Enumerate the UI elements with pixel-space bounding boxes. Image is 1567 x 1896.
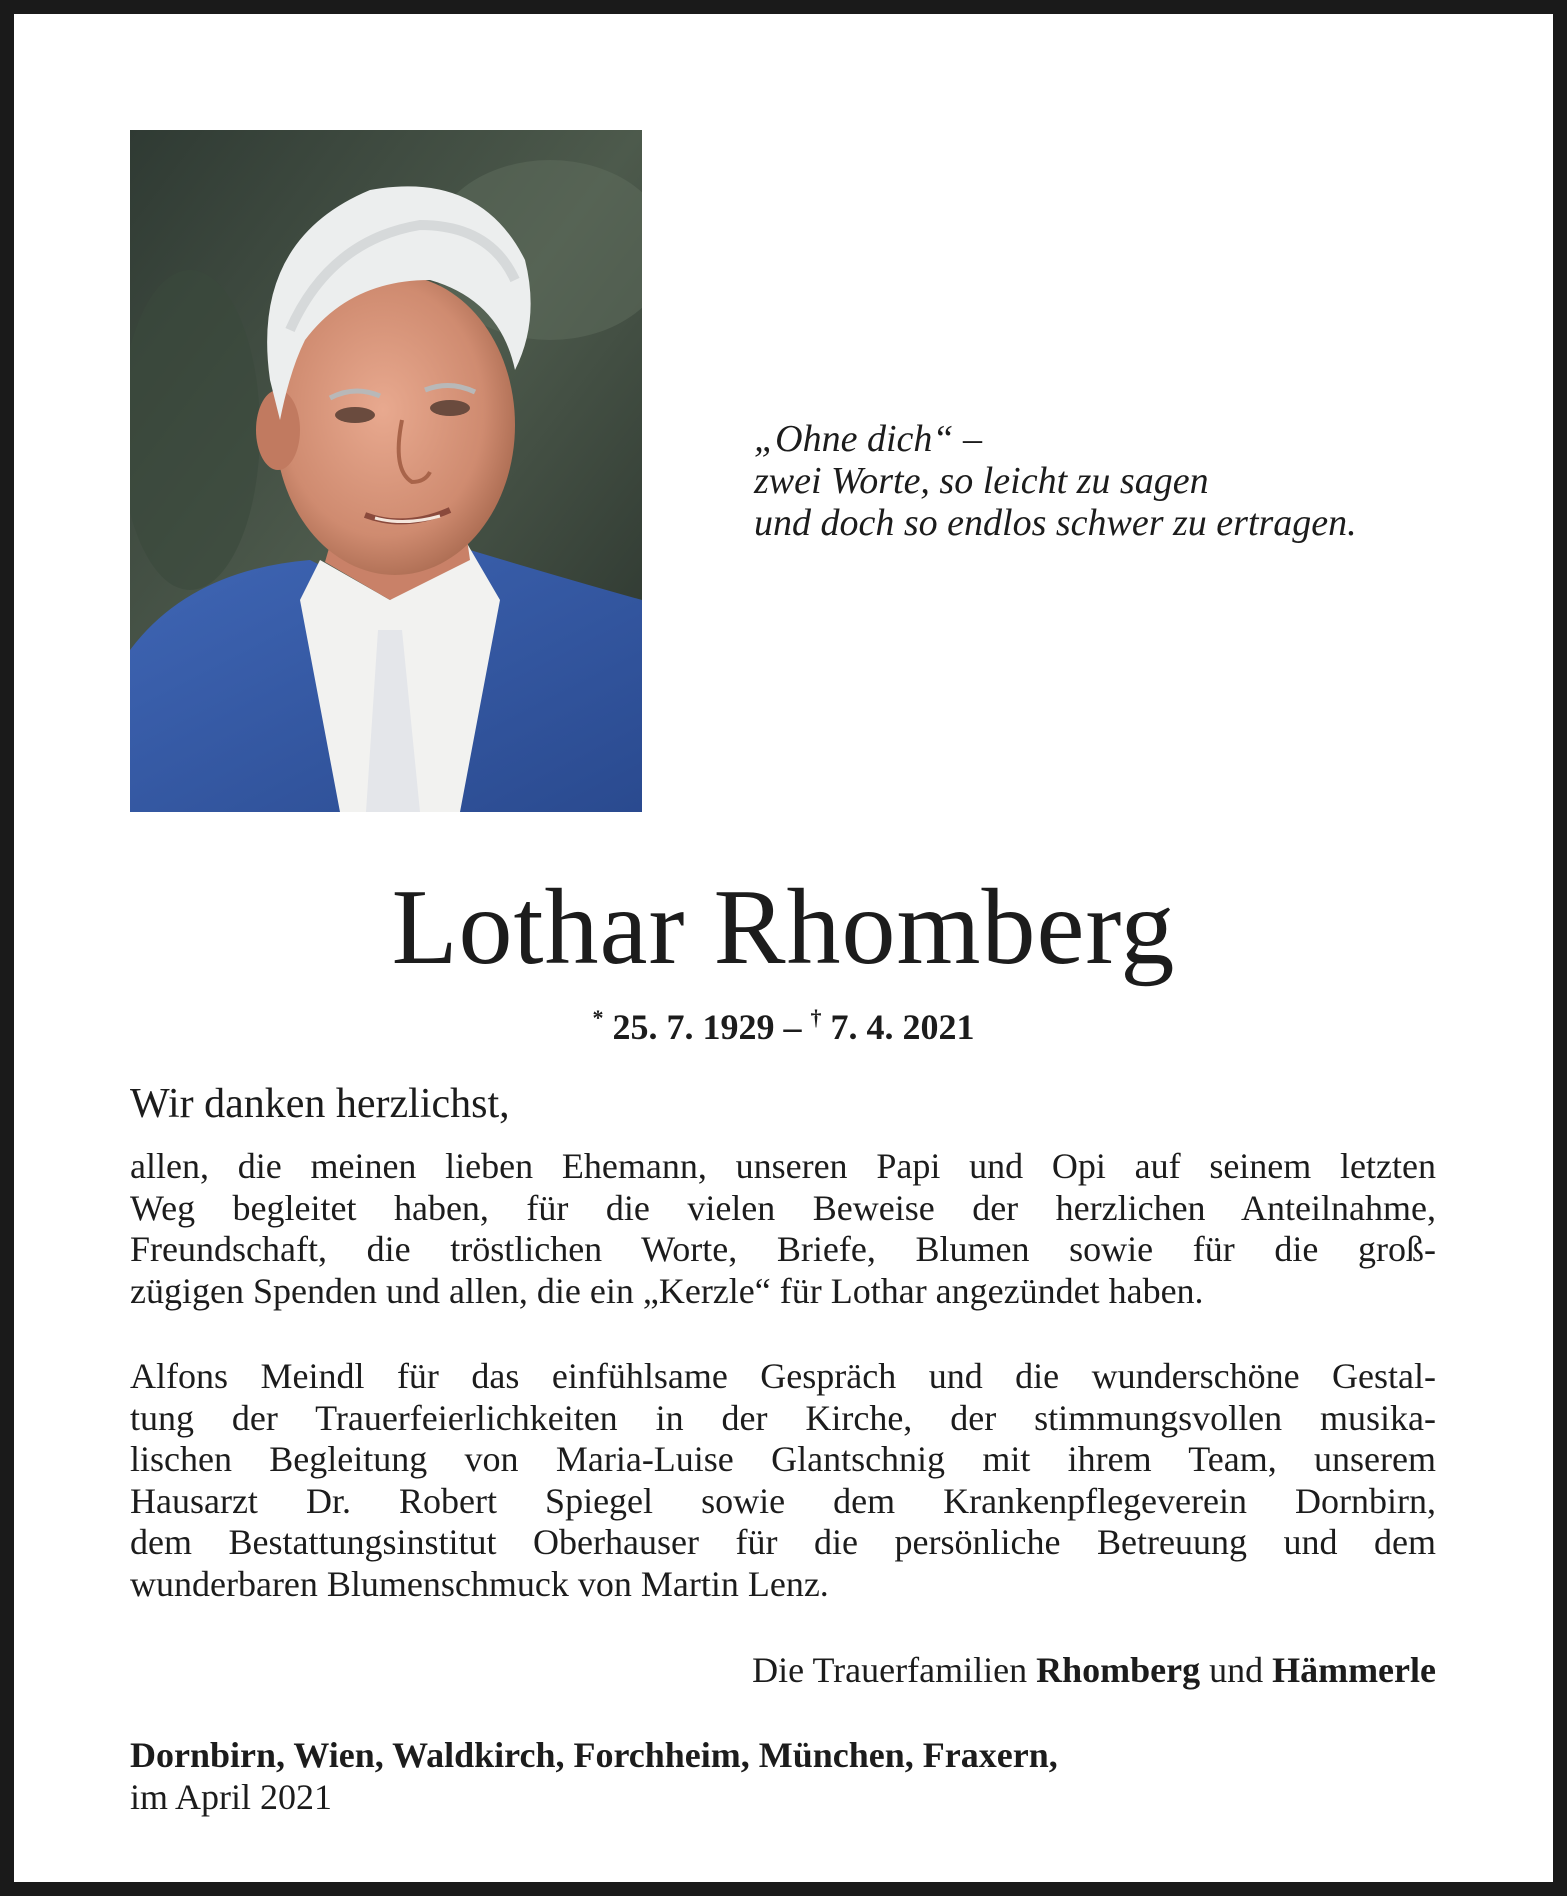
birth-date: 25. 7. 1929 (612, 1007, 775, 1047)
family-name-1: Rhomberg (1036, 1650, 1201, 1690)
text-line: Freundschaft, die tröstlichen Worte, Briefe, Blumen sowie für die groß- (130, 1229, 1436, 1269)
verse-line: zwei Worte, so leicht zu sagen (754, 460, 1209, 502)
life-dates (0, 996, 1567, 1049)
places-line: Dornbirn, Wien, Waldkirch, Forchheim, München, Fraxern, (130, 1735, 1058, 1775)
death-symbol: † (810, 1005, 822, 1030)
verse-line: und doch so endlos schwer zu ertragen. (754, 502, 1357, 544)
signature-conjunction: und (1209, 1650, 1264, 1690)
verse (754, 418, 1394, 544)
date-line: im April 2021 (130, 1777, 333, 1817)
thanks-paragraph-1 (130, 1146, 1436, 1312)
text-line: dem Bestattungsinstitut Oberhauser für die persönliche Betreuung und dem (130, 1522, 1436, 1562)
text-line: Hausarzt Dr. Robert Spiegel sowie dem Krankenpflegeverein Dornbirn, (130, 1480, 1436, 1521)
signature-prefix: Die Trauerfamilien (752, 1650, 1028, 1690)
text-line: tung der Trauerfeierlichkeiten in der Kirche, der stimmungsvollen musika- (130, 1397, 1436, 1438)
text-line: zügigen Spenden und allen, die ein „Kerzle“ für Lothar angezündet haben. (130, 1270, 1204, 1311)
verse-line: „Ohne dich“ – (754, 418, 982, 460)
deceased-name: Lothar Rhomberg (391, 868, 1176, 987)
signature (752, 1648, 1436, 1692)
birth-symbol: * (592, 1005, 604, 1030)
greeting: Wir danken herzlichst, (130, 1081, 510, 1127)
thanks-paragraph-2 (130, 1356, 1436, 1605)
text-line: allen, die meinen lieben Ehemann, unseren Papi und Opi auf seinem letzten (130, 1146, 1436, 1186)
text-line: wunderbaren Blumenschmuck von Martin Lenz. (130, 1563, 829, 1604)
text-line: Weg begleitet haben, für die vielen Beweise der herzlichen Anteilnahme, (130, 1187, 1436, 1228)
date-dash: – (783, 1007, 802, 1047)
death-date: 7. 4. 2021 (830, 1007, 975, 1047)
portrait-photo (130, 130, 642, 812)
family-name-2: Hämmerle (1272, 1650, 1436, 1690)
text-line: lischen Begleitung von Maria-Luise Glantschnig mit ihrem Team, unserem (130, 1439, 1436, 1479)
text-line: Alfons Meindl für das einfühlsame Gespräch und die wunderschöne Gestal- (130, 1356, 1436, 1396)
